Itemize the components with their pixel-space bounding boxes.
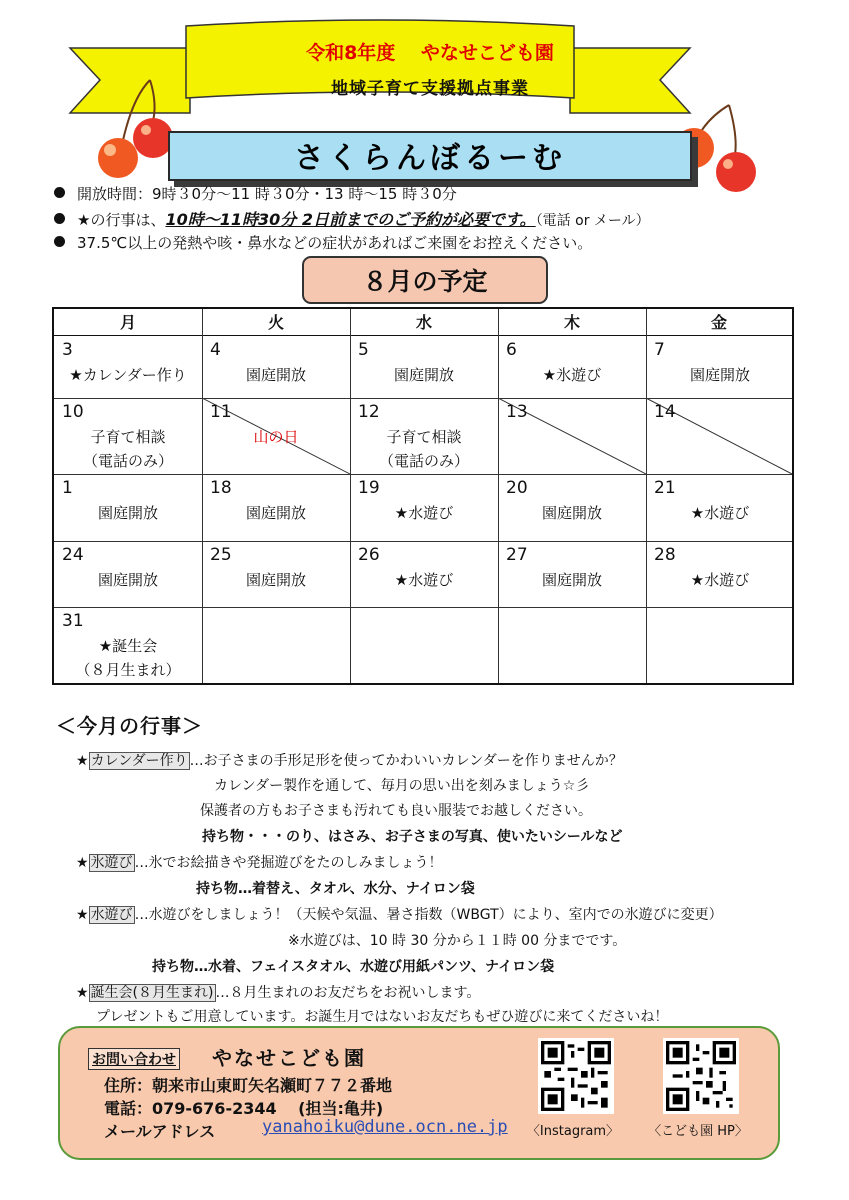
calendar-event: 子育て相談 <box>90 428 166 446</box>
calendar-day-number: 10 <box>62 402 84 422</box>
event-water-note: ※水遊びは、10 時 30 分から１１時 00 分までです。 <box>288 933 627 949</box>
bullet-icon <box>54 213 65 224</box>
calendar-event: （電話のみ） <box>378 452 469 470</box>
contact-email-link[interactable]: yanahoiku@dune.ocn.ne.jp <box>262 1117 508 1137</box>
calendar-cell <box>646 474 792 541</box>
qr-instagram-icon[interactable] <box>538 1038 614 1114</box>
event-calendar-line2: カレンダー製作を通して、毎月の思い出を刻みましょう☆彡 <box>214 778 590 794</box>
calendar-cell <box>202 336 350 398</box>
calendar-cell <box>202 474 350 541</box>
calendar-day-number: 28 <box>654 545 676 565</box>
calendar-cell <box>350 398 498 474</box>
calendar-event: ★水遊び <box>690 504 750 522</box>
tag-birthday: 誕生会(８月生まれ) <box>90 985 214 1001</box>
calendar-cell <box>202 398 350 474</box>
qr-instagram-label: 〈Instagram〉 <box>526 1124 620 1139</box>
tag-calendar: カレンダー作り <box>90 753 188 769</box>
calendar-event: ★誕生会 <box>98 637 158 655</box>
event-water-line1: ★ 水遊び …水遊びをしましょう！（天候や気温、暑さ指数（WBGT）により、室内での氷遊びに変更） <box>76 907 723 923</box>
month-title: ８月の予定 <box>362 267 488 296</box>
calendar-cell <box>54 398 202 474</box>
calendar-day-number: 18 <box>210 478 232 498</box>
tag-ice: 氷遊び <box>90 855 133 871</box>
contact-address: 住所：朝来市山東町矢名瀬町７７２番地 <box>104 1076 393 1095</box>
events-section-title: ＜今月の行事＞ <box>56 714 203 738</box>
calendar-cell <box>202 541 350 607</box>
calendar-header-2: 水 <box>350 309 498 336</box>
calendar-cell <box>646 398 792 474</box>
page-title: さくらんぼるーむ <box>294 141 566 176</box>
event-birthday-line1: ★ 誕生会(８月生まれ) …８月生まれのお友だちをお祝いします。 <box>76 985 481 1001</box>
calendar-day-number: 24 <box>62 545 84 565</box>
banner-title: 令和8年度 やなせこども園 <box>306 42 554 64</box>
calendar-event: 子育て相談 <box>386 428 462 446</box>
calendar-event: 園庭開放 <box>97 571 158 589</box>
contact-name: やなせこども園 <box>212 1046 366 1070</box>
calendar-day-number: 1 <box>62 478 73 498</box>
calendar-cell <box>498 474 646 541</box>
calendar-cell <box>54 541 202 607</box>
calendar-day-number: 20 <box>506 478 528 498</box>
calendar-day-number: 26 <box>358 545 380 565</box>
qr-homepage-icon[interactable] <box>663 1038 739 1114</box>
calendar-cell <box>498 541 646 607</box>
event-calendar-line3: 保護者の方もお子さまも汚れても良い服装でお越しください。 <box>200 803 592 819</box>
calendar-day-number: 14 <box>654 402 676 422</box>
calendar-day-number: 25 <box>210 545 232 565</box>
calendar-day-number: 31 <box>62 611 84 631</box>
calendar-day-number: 12 <box>358 402 380 422</box>
note-opening-hours: 開放時間：9時３0分～11 時３0分・13 時～15 時３0分 <box>54 183 457 204</box>
event-ice-items: 持ち物…着替え、タオル、水分、ナイロン袋 <box>196 881 475 897</box>
calendar-event: ★氷遊び <box>542 366 602 384</box>
calendar-day-number: 5 <box>358 340 369 360</box>
calendar-event: （電話のみ） <box>82 452 173 470</box>
calendar-event: 園庭開放 <box>689 366 750 384</box>
calendar-event: 園庭開放 <box>541 571 602 589</box>
calendar-day-number: 6 <box>506 340 517 360</box>
event-water-items: 持ち物…水着、フェイスタオル、水遊び用紙パンツ、ナイロン袋 <box>152 959 555 975</box>
calendar-event: 園庭開放 <box>245 504 306 522</box>
calendar-day-number: 21 <box>654 478 676 498</box>
event-calendar-items: 持ち物・・・のり、はさみ、お子さまの写真、使いたいシールなど <box>202 829 623 845</box>
event-birthday-line2: プレゼントもご用意しています。お誕生月ではないお友だちもぜひ遊びに来てくださいね！ <box>96 1009 669 1025</box>
calendar-cell <box>350 607 498 683</box>
calendar-day-number: 4 <box>210 340 221 360</box>
calendar-day-number: 19 <box>358 478 380 498</box>
calendar-header-3: 木 <box>498 309 646 336</box>
calendar-cell <box>54 336 202 398</box>
calendar-cell <box>54 474 202 541</box>
calendar-cell <box>202 607 350 683</box>
calendar-cell <box>350 474 498 541</box>
calendar-event: 園庭開放 <box>541 504 602 522</box>
calendar-cell <box>498 336 646 398</box>
tag-water: 水遊び <box>90 907 133 923</box>
banner-subtitle: 地域子育て支援拠点事業 <box>331 79 529 99</box>
calendar-event: （８月生まれ） <box>75 661 181 679</box>
calendar-event: 園庭開放 <box>245 366 306 384</box>
calendar-cell <box>350 541 498 607</box>
calendar-event: ★カレンダー作り <box>69 366 187 384</box>
calendar-event: 山の日 <box>253 428 299 446</box>
calendar-header-1: 火 <box>202 309 350 336</box>
calendar-header-4: 金 <box>646 309 792 336</box>
contact-phone: 電話：079-676-2344 (担当:亀井) <box>104 1099 384 1118</box>
calendar-event: ★水遊び <box>394 504 454 522</box>
calendar-table <box>52 307 794 685</box>
calendar-cell <box>350 336 498 398</box>
calendar-day-number: 27 <box>506 545 528 565</box>
calendar-event: 園庭開放 <box>393 366 454 384</box>
calendar-day-number: 13 <box>506 402 528 422</box>
event-ice-line1: ★ 氷遊び …氷でお絵描きや発掘遊びをたのしみましょう！ <box>76 855 443 871</box>
calendar-header-0: 月 <box>54 309 202 336</box>
calendar-event: 園庭開放 <box>97 504 158 522</box>
calendar-event: ★水遊び <box>394 571 454 589</box>
bullet-icon <box>54 236 65 247</box>
calendar-cell <box>54 607 202 683</box>
contact-label: お問い合わせ <box>88 1048 180 1070</box>
calendar-day-number: 3 <box>62 340 73 360</box>
qr-homepage-label: 〈こども園 HP〉 <box>648 1124 748 1139</box>
event-calendar-line1: ★ カレンダー作り …お子さまの手形足形を使ってかわいいカレンダーを作りませんか？ <box>76 753 623 769</box>
calendar-cell <box>646 607 792 683</box>
calendar-cell <box>498 398 646 474</box>
calendar-cell <box>646 541 792 607</box>
bullet-icon <box>54 187 65 198</box>
contact-mail-label: メールアドレス <box>104 1122 216 1141</box>
note-health: 37.5℃以上の発熱や咳・鼻水などの症状があればご来園をお控えください。 <box>54 232 592 253</box>
calendar-cell <box>646 336 792 398</box>
calendar-event: 園庭開放 <box>245 571 306 589</box>
calendar-day-number: 7 <box>654 340 665 360</box>
calendar-event: ★水遊び <box>690 571 750 589</box>
calendar-day-number: 11 <box>210 402 232 422</box>
calendar-cell <box>498 607 646 683</box>
note-reservation: ★の行事は、10時～11時30分 2日前までのご予約が必要です。（電話 or メール） <box>54 207 650 230</box>
